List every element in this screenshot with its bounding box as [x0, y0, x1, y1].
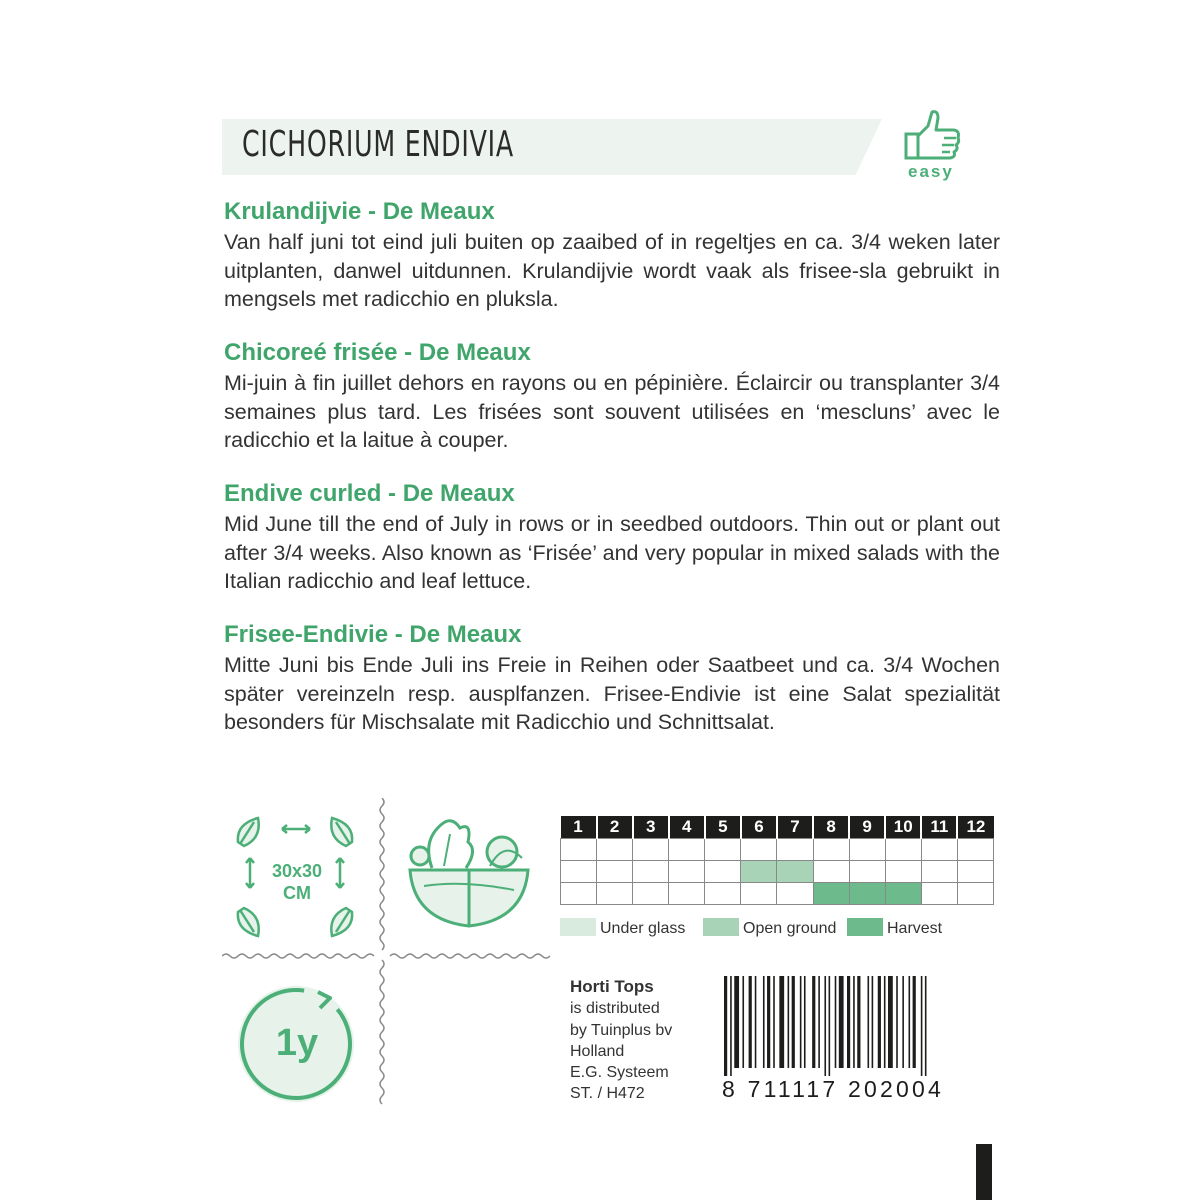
calendar-table [560, 816, 994, 905]
barcode-bar [884, 976, 886, 1068]
calendar-month-header: 4 [669, 816, 705, 839]
calendar-cell [741, 839, 777, 861]
calendar-cell [705, 883, 741, 905]
calendar-month-header: 5 [705, 816, 741, 839]
difficulty-label: easy [908, 162, 954, 181]
legend-label: Harvest [887, 920, 943, 937]
distributor-line: by Tuinplus bv [570, 1021, 673, 1039]
section-dutch [224, 198, 1000, 314]
barcode-bar [824, 976, 826, 1076]
legend-swatch [847, 918, 883, 936]
section-title: Frisee-Endivie - De Meaux [224, 621, 522, 648]
barcode-bar [909, 976, 911, 1068]
distributor-line: Holland [570, 1042, 625, 1060]
legend-label: Open ground [743, 920, 837, 937]
section-title: Krulandijvie - De Meaux [224, 198, 495, 225]
calendar-month-header: 6 [741, 816, 777, 839]
calendar-cell [669, 883, 705, 905]
spacing-unit: CM [283, 883, 311, 903]
print-mark [976, 1144, 992, 1200]
species-title: CICHORIUM ENDIVIA [242, 124, 514, 165]
calendar-month-header: 8 [813, 816, 849, 839]
calendar-month-header: 2 [597, 816, 633, 839]
barcode-bar [835, 976, 837, 1068]
section-title: Endive curled - De Meaux [224, 480, 515, 507]
calendar-cell [885, 883, 921, 905]
calendar-cell [741, 861, 777, 883]
section-body: Mitte Juni bis Ende Juli ins Freie in Reihen oder Saatbeet und ca. 3/4 Wochen später vereinzeln resp. ausplfanzen. Frisee-Endivie ist eine Salat spezialität besonders für Mischsalate mit Radicchio und Schnittsalat. [224, 653, 1000, 734]
barcode [722, 976, 994, 1076]
barcode-bar [829, 976, 831, 1076]
calendar-cell [669, 839, 705, 861]
calendar-cell [777, 883, 813, 905]
spacing-value: 30x30 [271, 861, 323, 881]
barcode-bar [755, 976, 757, 1068]
barcode-bar [902, 976, 904, 1068]
barcode-bar [749, 976, 752, 1068]
calendar-month-header: 12 [957, 816, 993, 839]
calendar-cell [561, 861, 597, 883]
barcode-bar [872, 976, 874, 1068]
barcode-bar [734, 976, 739, 1068]
legend-swatch [560, 918, 596, 936]
calendar-cell [561, 883, 597, 905]
calendar-cell [813, 861, 849, 883]
barcode-bar [888, 976, 893, 1068]
calendar-cell [633, 861, 669, 883]
calendar-month-header: 10 [885, 816, 921, 839]
calendar-cell [597, 839, 633, 861]
wavy-divider-horizontal [222, 952, 552, 960]
calendar-cell [633, 883, 669, 905]
calendar-cell [777, 839, 813, 861]
calendar-row-harvest [561, 883, 994, 905]
calendar-row-under-glass [561, 839, 994, 861]
section-german [224, 621, 1000, 737]
barcode-bar [763, 976, 765, 1068]
calendar-cell [777, 861, 813, 883]
calendar-cell [957, 839, 993, 861]
barcode-bar [853, 976, 855, 1068]
section-title: Chicoreé frisée - De Meaux [224, 339, 531, 366]
calendar-cell [957, 883, 993, 905]
calendar-cell [849, 839, 885, 861]
barcode-bar [896, 976, 898, 1068]
barcode-bar [767, 976, 770, 1068]
calendar-cell [849, 883, 885, 905]
calendar-cell [921, 883, 957, 905]
calendar-cell [561, 839, 597, 861]
distributor-info [570, 976, 672, 1105]
barcode-bar [812, 976, 815, 1068]
barcode-bar [773, 976, 775, 1068]
section-french [224, 339, 1000, 455]
calendar-cell [849, 861, 885, 883]
calendar-cell [885, 861, 921, 883]
barcode-bar [878, 976, 881, 1068]
section-body: Mid June till the end of July in rows or in seedbed outdoors. Thin out or plant out after 3/4 weeks. Also known as ‘Frisée’ and very popular in mixed salads with the Italian radicchio and leaf lettuce. [224, 512, 1000, 593]
sowing-calendar [560, 816, 994, 905]
calendar-cell [597, 883, 633, 905]
barcode-bar [742, 976, 744, 1068]
calendar-cell [705, 861, 741, 883]
barcode-bar [730, 976, 732, 1076]
calendar-cell [597, 861, 633, 883]
calendar-month-header: 3 [633, 816, 669, 839]
barcode-bar [921, 976, 923, 1076]
salad-bowl-icon [404, 810, 534, 940]
calendar-cell [633, 839, 669, 861]
calendar-cell [669, 861, 705, 883]
barcode-bar [800, 976, 802, 1068]
barcode-bar [925, 976, 927, 1076]
calendar-month-header: 1 [561, 816, 597, 839]
calendar-cell [705, 839, 741, 861]
section-body: Mi-juin à fin juillet dehors en rayons ou en pépinière. Éclaircir ou transplanter 3/4 semaines plus tard. Les frisées sont souvent utilisées en ‘mescluns’ avec le radicchio et la laitue à couper. [224, 371, 1000, 452]
spacing-label [262, 860, 332, 904]
distributor-line: E.G. Systeem [570, 1064, 669, 1082]
lifecycle-label: 1y [275, 1022, 319, 1064]
calendar-month-header: 11 [921, 816, 957, 839]
calendar-month-header: 9 [849, 816, 885, 839]
barcode-bar [839, 976, 844, 1068]
barcode-bar [847, 976, 850, 1068]
barcode-bar [857, 976, 860, 1068]
calendar-cell [921, 861, 957, 883]
barcode-bar [868, 976, 870, 1068]
barcode-number: 8 711117 202004 [722, 1076, 944, 1102]
calendar-row-open-ground [561, 861, 994, 883]
calendar-cell [885, 839, 921, 861]
barcode-bar [818, 976, 820, 1068]
distributor-line: is distributed [570, 1000, 660, 1018]
calendar-cell [813, 839, 849, 861]
barcode-bar [913, 976, 916, 1068]
barcode-bar [779, 976, 784, 1068]
barcode-bar [804, 976, 806, 1068]
barcode-bar [792, 976, 795, 1068]
calendar-cell [921, 839, 957, 861]
legend-label: Under glass [600, 920, 686, 937]
section-english [224, 480, 1000, 596]
barcode-bar [724, 976, 727, 1076]
brand-name: Horti Tops [570, 977, 654, 996]
calendar-cell [813, 883, 849, 905]
calendar-cell [741, 883, 777, 905]
calendar-months-row [561, 816, 994, 839]
calendar-month-header: 7 [777, 816, 813, 839]
section-body: Van half juni tot eind juli buiten op zaaibed of in regeltjes en ca. 3/4 weken later uitplanten, danwel uitdunnen. Krulandijvie wordt vaak als frisee-sla gebruikt in mengsels met radicchio en pluksla. [224, 230, 1000, 311]
calendar-cell [957, 861, 993, 883]
barcode-bar [788, 976, 790, 1068]
legend-swatch [703, 918, 739, 936]
distributor-line: ST. / H472 [570, 1085, 645, 1103]
